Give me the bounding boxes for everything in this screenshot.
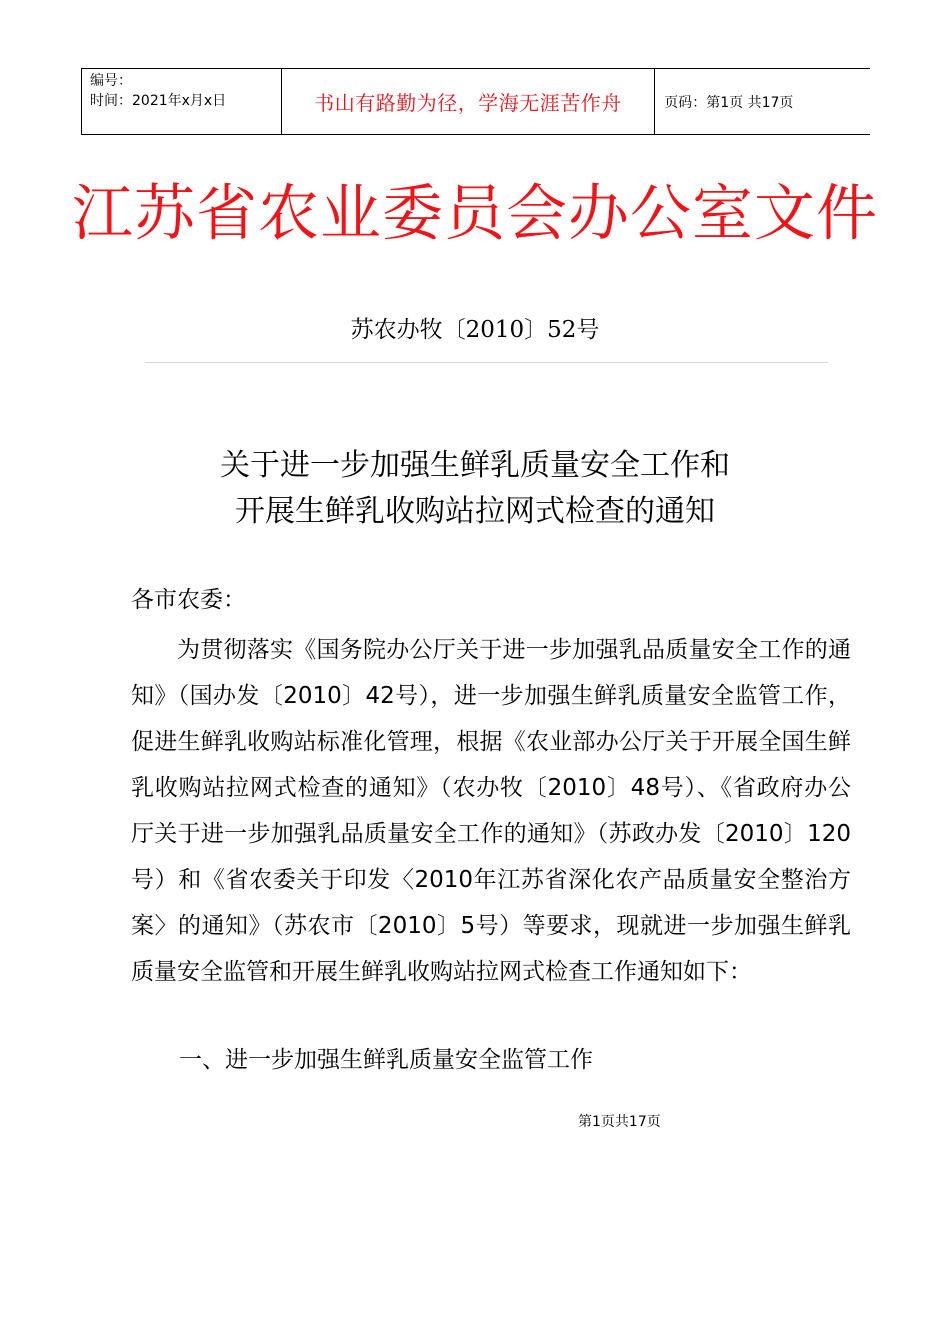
document-number: 苏农办牧〔2010〕52号 (350, 317, 600, 343)
section-heading-1: 一、进一步加强生鲜乳质量安全监管工作 (179, 1047, 593, 1073)
salutation: 各市农委： (131, 587, 246, 613)
divider-line (145, 362, 828, 363)
document-title-line-2: 开展生鲜乳收购站拉网式检查的通知 (235, 494, 715, 529)
header-page-cell (655, 69, 870, 134)
issuer-title: 江苏省农业委员会办公室文件 (71, 178, 878, 249)
header-table (81, 68, 870, 135)
header-meta-cell (82, 69, 282, 134)
motto-text: 书山有路勤为径，学海无涯苦作舟 (314, 91, 622, 115)
body-paragraph: 为贯彻落实《国务院办公厅关于进一步加强乳品质量安全工作的通知》（国办发〔2010〕42号），进一步加强生鲜乳质量安全监管工作，促进生鲜乳收购站标准化管理，根据《农业部办公厅关于开展全国生鲜乳收购站拉网式检查的通知》（农办牧〔2010〕48号）、《省政府办公厅关于进一步加强乳品质量安全工作的通知》（苏政办发〔2010〕120号）和《省农委关于印发〈2010年江苏省深化农产品质量安全整治方案〉的通知》（苏农市〔2010〕5号）等要求，现就进一步加强生鲜乳质量安全监管和开展生鲜乳收购站拉网式检查工作通知如下： (131, 637, 851, 985)
document-title-line-1: 关于进一步加强生鲜乳质量安全工作和 (220, 448, 730, 483)
footer-page-info: 第1页共17页 (578, 1114, 661, 1130)
header-page-info: 页码：第1页 共17页 (664, 94, 794, 111)
time-label: 时间：2021年x月x日 (90, 93, 227, 109)
number-label: 编号： (90, 73, 132, 89)
header-motto-cell (282, 69, 656, 134)
